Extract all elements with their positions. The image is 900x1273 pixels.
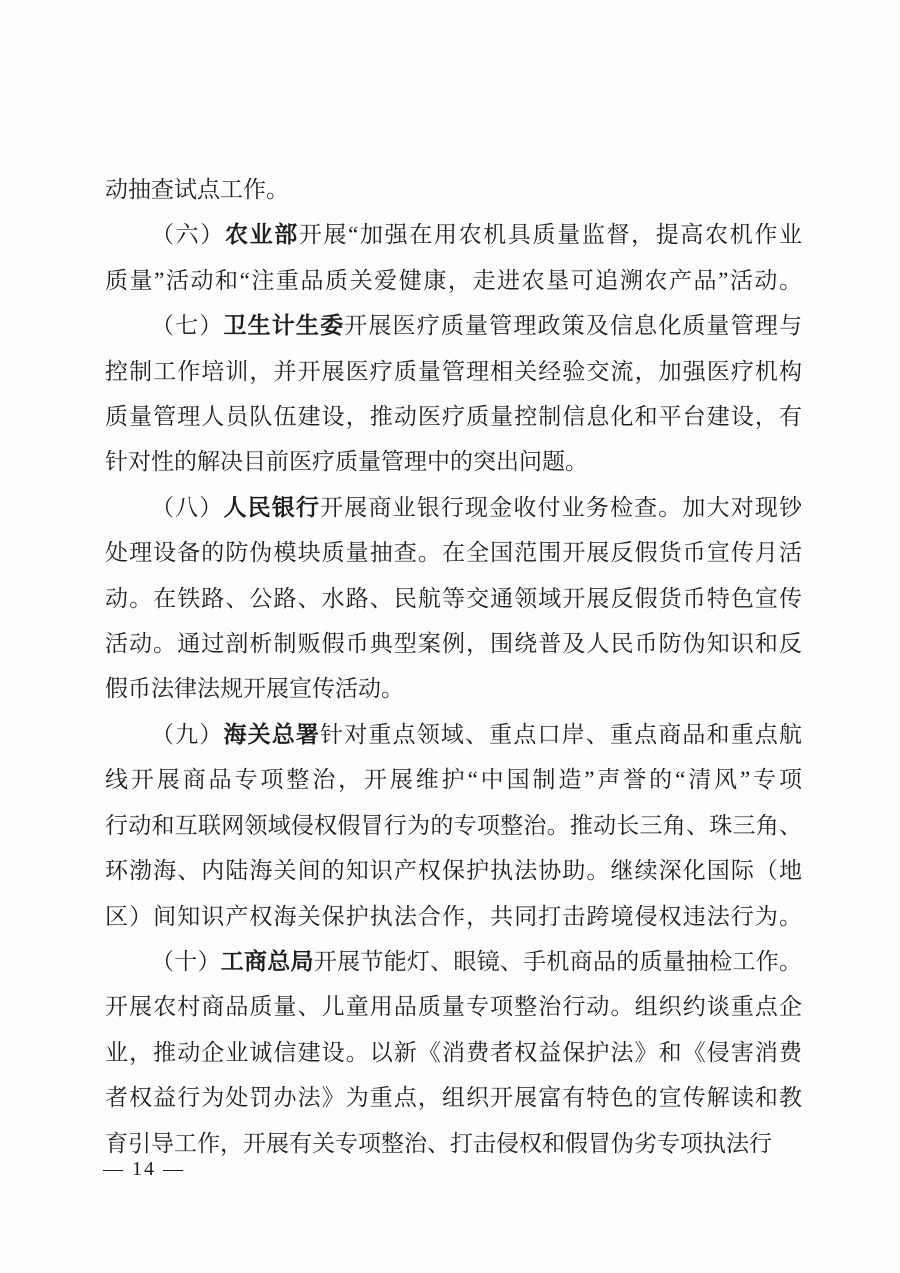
text-segment: 业，推动企业诚信建设。以新《消费者权益保护法》和《侵害消费 (105, 1039, 802, 1065)
text-segment: 动抽查试点工作。 (105, 177, 289, 202)
text-segment: 开展医疗质量管理政策及信息化质量管理与 (344, 313, 803, 339)
text-line (105, 349, 802, 394)
department-name: 人民银行 (223, 494, 321, 520)
text-line (105, 258, 802, 303)
text-segment: 处理设备的防伪模块质量抽查。在全国范围开展反假货币宣传月活 (105, 540, 802, 566)
text-segment: 线开展商品专项整治，开展维护“中国制造”声誉的“清风”专项 (105, 767, 802, 793)
department-name: 海关总署 (223, 721, 321, 747)
text-line (105, 576, 802, 621)
document-body (105, 167, 802, 1166)
text-line (105, 485, 802, 530)
text-segment: 假币法律法规开展宣传活动。 (105, 676, 404, 702)
text-line (105, 848, 802, 893)
text-line (105, 1075, 802, 1120)
text-segment: 控制工作培训，并开展医疗质量管理相关经验交流，加强医疗机构 (105, 358, 802, 384)
text-segment: （八） (151, 494, 224, 520)
text-line (105, 757, 802, 802)
text-segment: 活动。通过剖析制贩假币典型案例，围绕普及人民币防伪知识和反 (105, 631, 802, 657)
text-segment: 动。在铁路、公路、水路、民航等交通领域开展反假货币特色宣传 (105, 585, 802, 611)
text-line (105, 984, 802, 1029)
text-segment: （九） (151, 721, 224, 747)
department-name: 工商总局 (220, 948, 314, 974)
text-segment: 者权益行为处罚办法》为重点，组织开展富有特色的宣传解读和教 (105, 1085, 802, 1111)
text-segment: 开展节能灯、眼镜、手机商品的质量抽检工作。 (313, 948, 803, 974)
text-line (105, 1030, 802, 1075)
text-segment: 开展农村商品质量、儿童用品质量专项整治行动。组织约谈重点企 (105, 994, 802, 1020)
text-segment: 环渤海、内陆海关间的知识产权保护执法协助。继续深化国际（地 (105, 858, 802, 884)
text-line (105, 894, 802, 939)
department-name: 农业部 (224, 222, 299, 248)
text-line (105, 1121, 802, 1166)
text-segment: 开展“加强在用农机具质量监督，提高农机作业 (298, 222, 802, 248)
department-name: 卫生计生委 (223, 313, 345, 339)
text-line (105, 530, 802, 575)
text-segment: 针对重点领域、重点口岸、重点商品和重点航 (320, 721, 803, 747)
text-line (105, 939, 802, 984)
text-line (105, 439, 802, 484)
text-segment: （六） (151, 222, 225, 248)
page-number: — 14 — (103, 1158, 185, 1180)
text-segment: 针对性的解决目前医疗质量管理中的突出问题。 (105, 449, 588, 475)
text-segment: （七） (151, 313, 224, 339)
text-line (105, 303, 802, 348)
text-segment: （十） (151, 948, 221, 974)
text-line (105, 712, 802, 757)
text-line (105, 212, 802, 257)
text-line (105, 666, 802, 711)
text-segment: 质量管理人员队伍建设，推动医疗质量控制信息化和平台建设，有 (105, 404, 802, 430)
text-segment: 质量”活动和“注重品质关爱健康，走进农垦可追溯农产品”活动。 (105, 267, 802, 293)
text-line (105, 621, 802, 666)
text-segment: 行动和互联网领域侵权假冒行为的专项整治。推动长三角、珠三角、 (105, 812, 802, 838)
text-segment: 育引导工作，开展有关专项整治、打击侵权和假冒伪劣专项执法行 (105, 1130, 772, 1156)
text-line (105, 167, 802, 212)
text-line (105, 803, 802, 848)
text-segment: 开展商业银行现金收付业务检查。加大对现钞 (320, 494, 803, 520)
text-segment: 区）间知识产权海关保护执法合作，共同打击跨境侵权违法行为。 (105, 903, 802, 929)
text-line (105, 394, 802, 439)
